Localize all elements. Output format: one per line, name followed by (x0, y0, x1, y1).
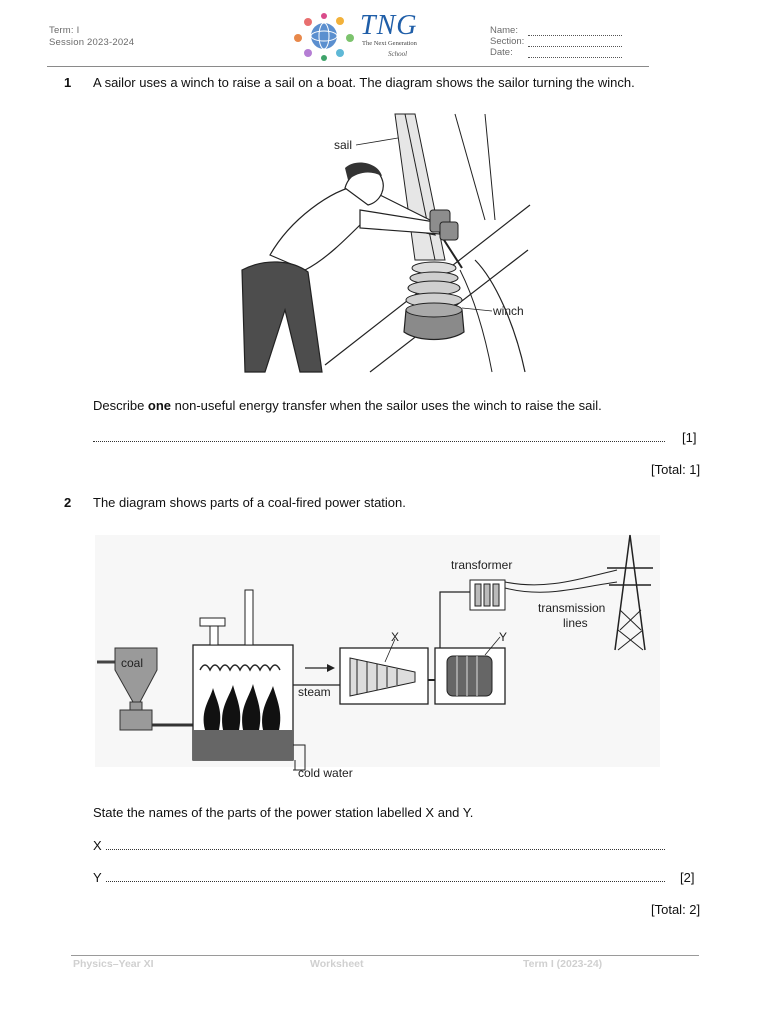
power-station-diagram (95, 530, 660, 785)
globe-logo-icon (288, 10, 363, 64)
q1-total: [Total: 1] (651, 462, 701, 477)
q2-answer-y-line[interactable] (106, 870, 665, 882)
question-2-prompt: State the names of the parts of the power station labelled X and Y. (93, 805, 474, 820)
question-1-number: 1 (64, 75, 72, 90)
question-1-intro: A sailor uses a winch to raise a sail on a boat. The diagram shows the sailor turning the winch. (93, 75, 635, 90)
section-label: Section: (490, 36, 525, 47)
label-transmission: transmission (538, 601, 606, 615)
logo-text: TNG (360, 10, 418, 41)
q2-total: [Total: 2] (651, 902, 701, 917)
name-row (490, 25, 622, 36)
term-label: Term: I (49, 25, 80, 36)
label-y: Y (499, 630, 508, 644)
section-row (490, 36, 622, 47)
school-logo (288, 10, 438, 64)
label-x: X (391, 630, 400, 644)
q1-mark: [1] (682, 430, 697, 445)
q1-prompt-before: Describe (93, 398, 148, 413)
session-label: Session 2023-2024 (49, 37, 135, 48)
q2-mark: [2] (680, 870, 695, 885)
question-1-prompt (93, 398, 602, 413)
name-field[interactable] (528, 27, 622, 36)
header-divider (47, 66, 649, 67)
header-left (49, 25, 134, 49)
question-2-intro: The diagram shows parts of a coal-fired power station. (93, 495, 406, 510)
logo-school: School (388, 50, 408, 58)
student-info-fields (490, 25, 622, 58)
q2-answer-x-line[interactable] (106, 838, 665, 850)
name-label: Name: (490, 25, 518, 36)
q1-prompt-bold: one (147, 398, 172, 413)
footer-term: Term I (2023-24) (523, 958, 603, 970)
label-cold-water: cold water (298, 766, 353, 780)
q2-answer-x-label: X (93, 838, 102, 853)
footer-divider (71, 955, 699, 956)
sailor-winch-diagram (230, 110, 540, 375)
q1-answer-line[interactable] (93, 430, 665, 442)
label-steam: steam (298, 685, 331, 699)
logo-tagline: The Next Generation (362, 40, 417, 47)
date-field[interactable] (528, 49, 622, 58)
q1-prompt-after: non-useful energy transfer when the sailor uses the winch to raise the sail. (171, 398, 602, 413)
q2-answer-y-label: Y (93, 870, 102, 885)
section-field[interactable] (528, 38, 622, 47)
question-2-number: 2 (64, 495, 72, 510)
label-lines: lines (563, 616, 588, 630)
label-coal: coal (121, 656, 144, 670)
date-label: Date: (490, 47, 513, 58)
footer-type: Worksheet (310, 958, 364, 970)
footer-subject: Physics–Year XI (73, 958, 154, 970)
label-sail: sail (334, 138, 353, 152)
label-transformer: transformer (451, 558, 513, 572)
label-winch: winch (493, 304, 524, 318)
date-row (490, 47, 622, 58)
